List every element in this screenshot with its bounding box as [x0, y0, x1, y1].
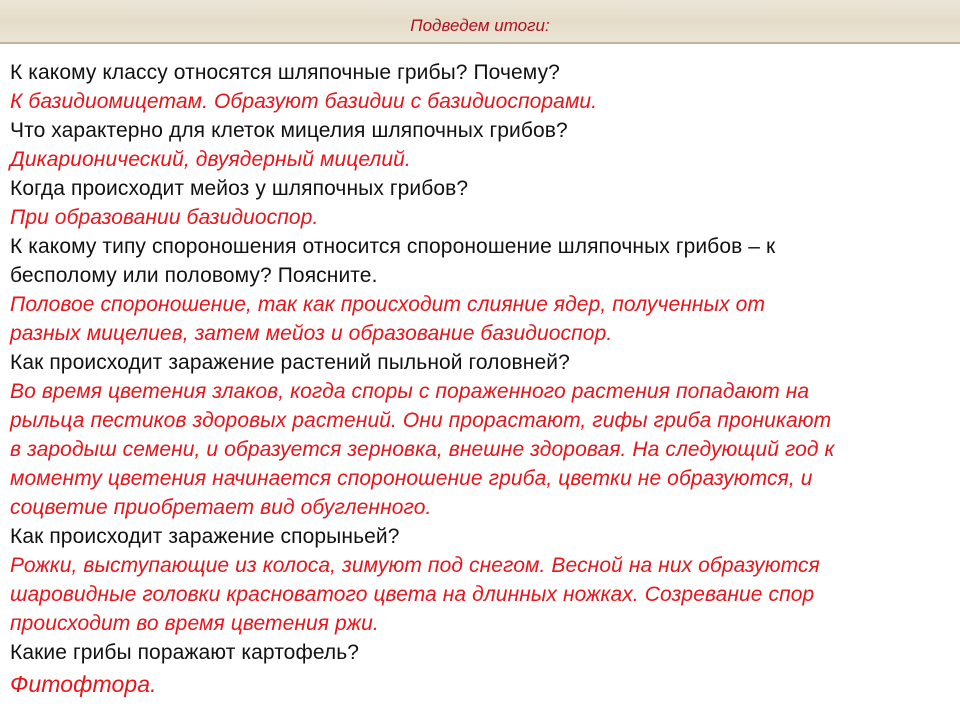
question-line: Какие грибы поражают картофель?: [10, 641, 360, 664]
answer-line: происходит во время цветения ржи.: [10, 612, 379, 635]
answer-line: К базидиомицетам. Образуют базидии с базидиоспорами.: [10, 90, 598, 113]
answer-line: соцветие приобретает вид обугленного.: [10, 496, 432, 519]
answer-line: Рожки, выступающие из колоса, зимуют под снегом. Весной на них образуются: [10, 554, 820, 577]
answer-line: моменту цветения начинается спороношение гриба, цветки не образуются, и: [10, 467, 813, 490]
final-answer: Фитофтора.: [10, 671, 157, 697]
answer-line: шаровидные головки красноватого цвета на длинных ножках. Созревание спор: [10, 583, 815, 606]
question-line: Что характерно для клеток мицелия шляпочных грибов?: [10, 119, 568, 142]
answer-line: в зародыш семени, и образуется зерновка, внешне здоровая. На следующий год к: [10, 438, 835, 461]
question-line: Как происходит заражение спорыньей?: [10, 525, 400, 548]
question-line: Как происходит заражение растений пыльной головней?: [10, 351, 570, 374]
answer-line: При образовании базидиоспор.: [10, 206, 319, 229]
question-line: К какому классу относятся шляпочные грибы? Почему?: [10, 61, 560, 84]
answer-line: рыльца пестиков здоровых растений. Они прорастают, гифы гриба проникают: [10, 409, 832, 432]
answer-line: Во время цветения злаков, когда споры с пораженного растения попадают на: [10, 380, 810, 403]
answer-line: Дикарионический, двуядерный мицелий.: [10, 148, 411, 171]
slide-header: [0, 0, 960, 44]
question-line: бесполому или половому? Поясните.: [10, 264, 378, 287]
answer-line: Половое спороношение, так как происходит слияние ядер, полученных от: [10, 293, 766, 316]
answer-line: разных мицелиев, затем мейоз и образование базидиоспор.: [10, 322, 613, 345]
slide-content: [10, 58, 950, 701]
question-line: К какому типу спороношения относится спороношение шляпочных грибов – к: [10, 235, 776, 258]
question-line: Когда происходит мейоз у шляпочных грибов?: [10, 177, 469, 200]
slide-title: Подведем итоги:: [410, 16, 550, 35]
